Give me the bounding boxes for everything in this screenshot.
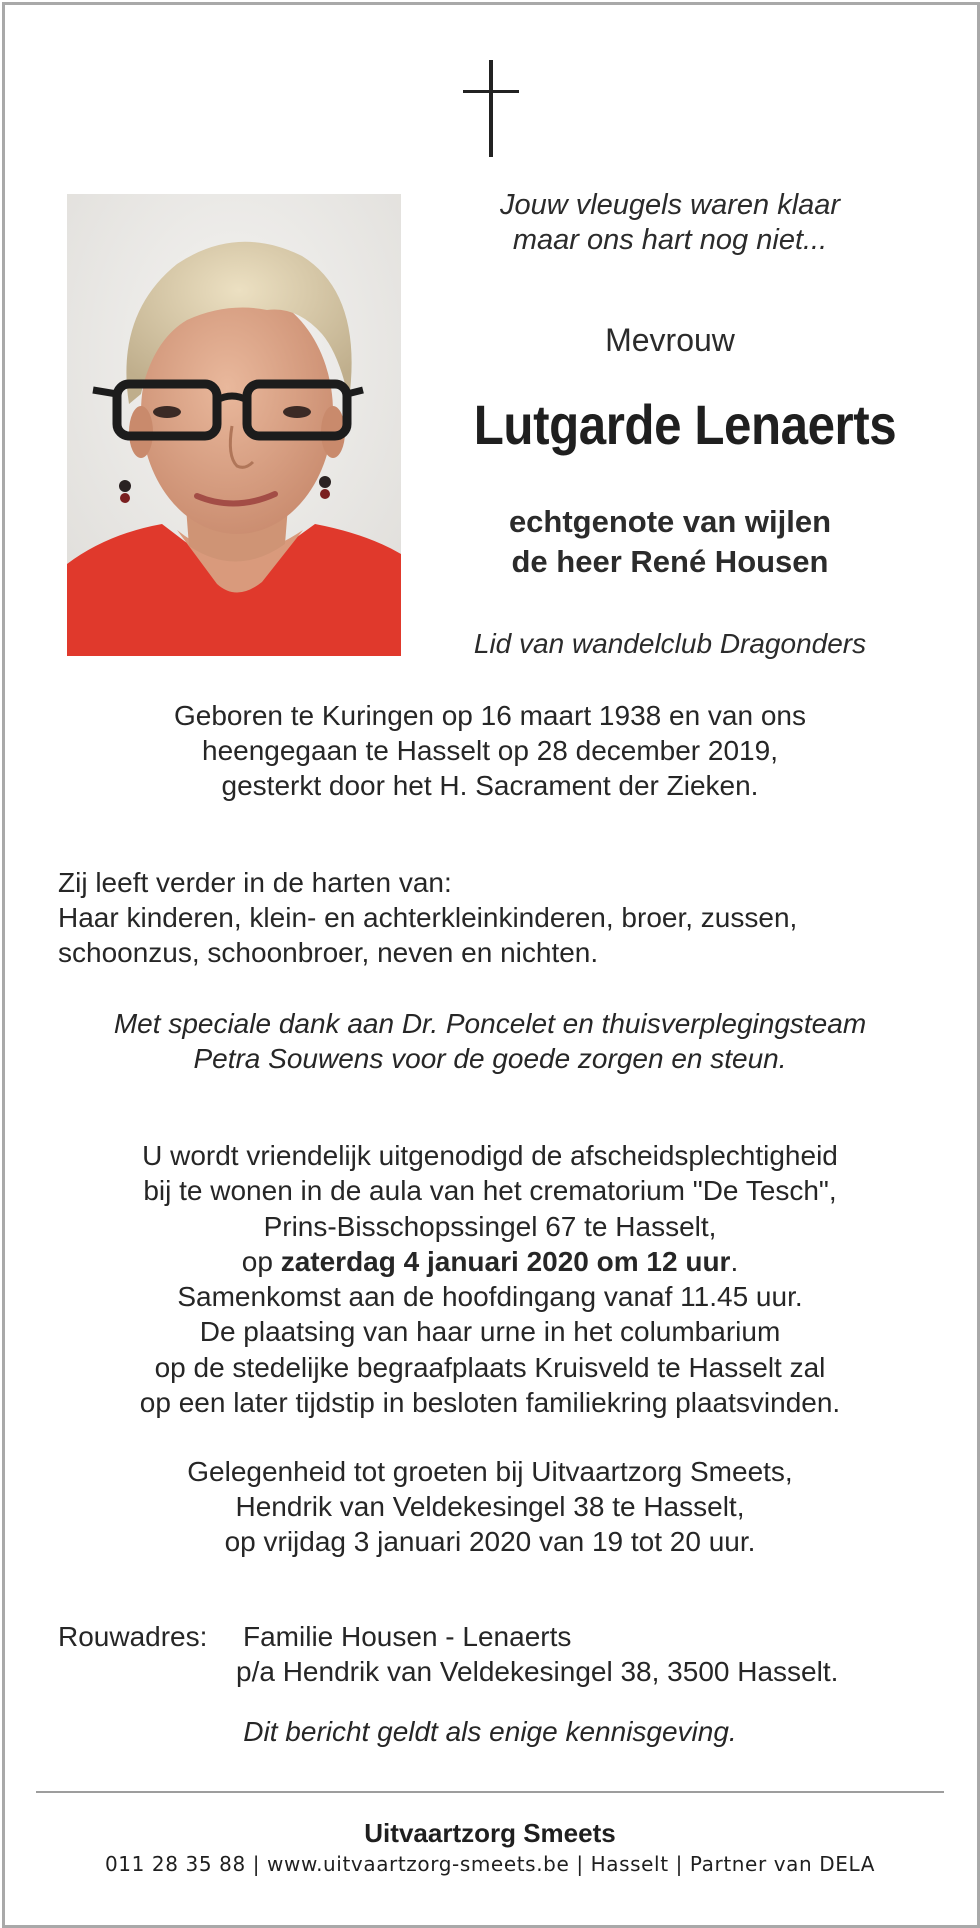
notice-text: Dit bericht geldt als enige kennisgeving. <box>243 1716 737 1747</box>
mourning-address-name: Familie Housen - Lenaerts <box>243 1621 572 1652</box>
ceremony-line: U wordt vriendelijk uitgenodigd de afscheidsplechtigheid <box>142 1140 838 1171</box>
club-membership: Lid van wandelclub Dragonders <box>473 628 867 659</box>
verse-line: Jouw vleugels waren klaar <box>499 189 841 221</box>
family-line: Zij leeft verder in de harten van: <box>58 867 452 898</box>
family-line: Haar kinderen, klein- en achterkleinkinderen, broer, zussen, <box>58 902 798 933</box>
greeting-line: Hendrik van Veldekesingel 38 te Hasselt, <box>235 1491 745 1522</box>
greeting-section <box>40 1454 940 1559</box>
spouse-info <box>420 502 920 582</box>
greeting-line: op vrijdag 3 januari 2020 van 19 tot 20 uur. <box>224 1526 756 1557</box>
ceremony-line: Prins-Bisschopssingel 67 te Hasselt, <box>263 1210 717 1242</box>
mourning-address-line: p/a Hendrik van Veldekesingel 38, 3500 Hasselt. <box>236 1656 839 1687</box>
spouse-line: echtgenote van wijlen <box>508 504 832 539</box>
greeting-line: Gelegenheid tot groeten bij Uitvaartzorg Smeets, <box>187 1456 793 1487</box>
portrait-photo <box>67 194 401 656</box>
birth-line: gesterkt door het H. Sacrament der Zieken. <box>221 770 759 801</box>
birth-line: heengegaan te Hasselt op 28 december 2019, <box>202 735 778 766</box>
birth-death-info <box>40 698 940 803</box>
verse-line: maar ons hart nog niet... <box>512 224 828 256</box>
footer-divider <box>36 1791 944 1793</box>
mourning-address-label: Rouwadres: <box>58 1621 208 1652</box>
ceremony-line: Samenkomst aan de hoofdingang vanaf 11.45 uur. <box>177 1281 803 1313</box>
ceremony-date-line <box>40 1244 940 1279</box>
family-line: schoonzus, schoonbroer, neven en nichten. <box>58 937 599 968</box>
verse <box>420 188 920 258</box>
birth-line: Geboren te Kuringen op 16 maart 1938 en van ons <box>174 700 806 731</box>
ceremony-line: op de stedelijke begraafplaats Kruisveld te Hasselt zal <box>154 1351 826 1383</box>
ceremony-section <box>40 1138 940 1420</box>
spouse-line: de heer René Housen <box>511 544 829 579</box>
thanks-line: Met speciale dank aan Dr. Poncelet en thuisverplegingsteam <box>113 1008 867 1039</box>
ceremony-line: op een later tijdstip in besloten familiekring plaatsvinden. <box>139 1387 841 1419</box>
funeral-company-name: Uitvaartzorg Smeets <box>364 1818 616 1848</box>
ceremony-date-prefix: op <box>241 1245 281 1277</box>
ceremony-date-suffix: . <box>730 1245 739 1277</box>
honorific: Mevrouw <box>605 322 735 358</box>
cross-icon <box>463 60 519 160</box>
deceased-name: Lutgarde Lenaerts <box>473 393 897 456</box>
funeral-company-contact: 011 28 35 88 | www.uitvaartzorg-smeets.be | Hasselt | Partner van DELA <box>104 1852 875 1876</box>
thanks-line: Petra Souwens voor de goede zorgen en steun. <box>193 1043 787 1074</box>
ceremony-line: De plaatsing van haar urne in het columbarium <box>199 1316 781 1348</box>
ceremony-date: zaterdag 4 januari 2020 om 12 uur <box>280 1245 731 1277</box>
family-section <box>58 865 797 970</box>
ceremony-line: bij te wonen in de aula van het crematorium "De Tesch", <box>143 1175 837 1207</box>
thanks-section <box>40 1006 940 1076</box>
